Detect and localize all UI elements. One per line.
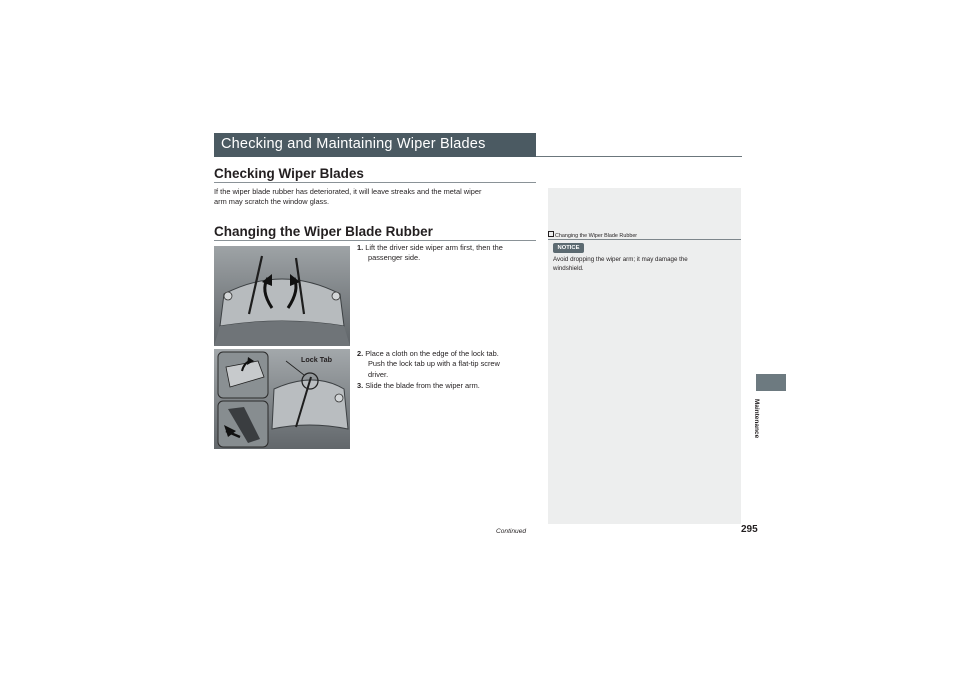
banner-rule (536, 156, 742, 157)
step-number: 1. (357, 243, 364, 252)
heading-checking-wiper-blades: Checking Wiper Blades (214, 166, 364, 181)
heading-rule (214, 240, 536, 241)
step-text: Push the lock tab up with a flat-tip screw (368, 359, 500, 369)
side-note-title-text: Changing the Wiper Blade Rubber (555, 233, 638, 239)
step-text: Lift the driver side wiper arm first, then the (365, 243, 503, 252)
side-note-rule (548, 239, 741, 240)
step-text: passenger side. (368, 253, 421, 263)
checking-paragraph (214, 187, 544, 208)
side-note-line: windshield. (553, 264, 584, 272)
step-text: Slide the blade from the wiper arm. (365, 381, 480, 390)
figure-label-lock-tab: Lock Tab (301, 355, 333, 364)
page-number: 295 (741, 524, 758, 535)
step-1 (357, 243, 537, 264)
reference-icon (548, 231, 554, 237)
chapter-tab (756, 374, 786, 391)
side-note-text (553, 256, 735, 273)
step-number: 3. (357, 381, 364, 390)
chapter-tab-text: Maintenance (753, 398, 761, 439)
step-2 (357, 349, 537, 380)
figure-wiper-arms-lifted (214, 246, 350, 346)
side-note-line: Avoid dropping the wiper arm; it may damage the (553, 256, 688, 263)
heading-changing-wiper-blade-rubber: Changing the Wiper Blade Rubber (214, 224, 433, 239)
checking-text-line: arm may scratch the window glass. (214, 197, 330, 207)
figure-lock-tab (214, 349, 350, 449)
step-text: Place a cloth on the edge of the lock tab. (365, 349, 499, 358)
step-3 (357, 381, 537, 391)
step-text: driver. (368, 369, 389, 379)
notice-badge: NOTICE (553, 243, 584, 253)
section-title: Checking and Maintaining Wiper Blades (221, 136, 486, 152)
section-banner (214, 133, 536, 157)
continued-label: Continued (496, 528, 527, 535)
checking-text-line: If the wiper blade rubber has deteriorated, it will leave streaks and the metal wiper (214, 187, 482, 196)
step-number: 2. (357, 349, 364, 358)
side-note-title (548, 231, 637, 239)
heading-rule (214, 182, 536, 183)
chapter-tab-label (753, 395, 766, 445)
